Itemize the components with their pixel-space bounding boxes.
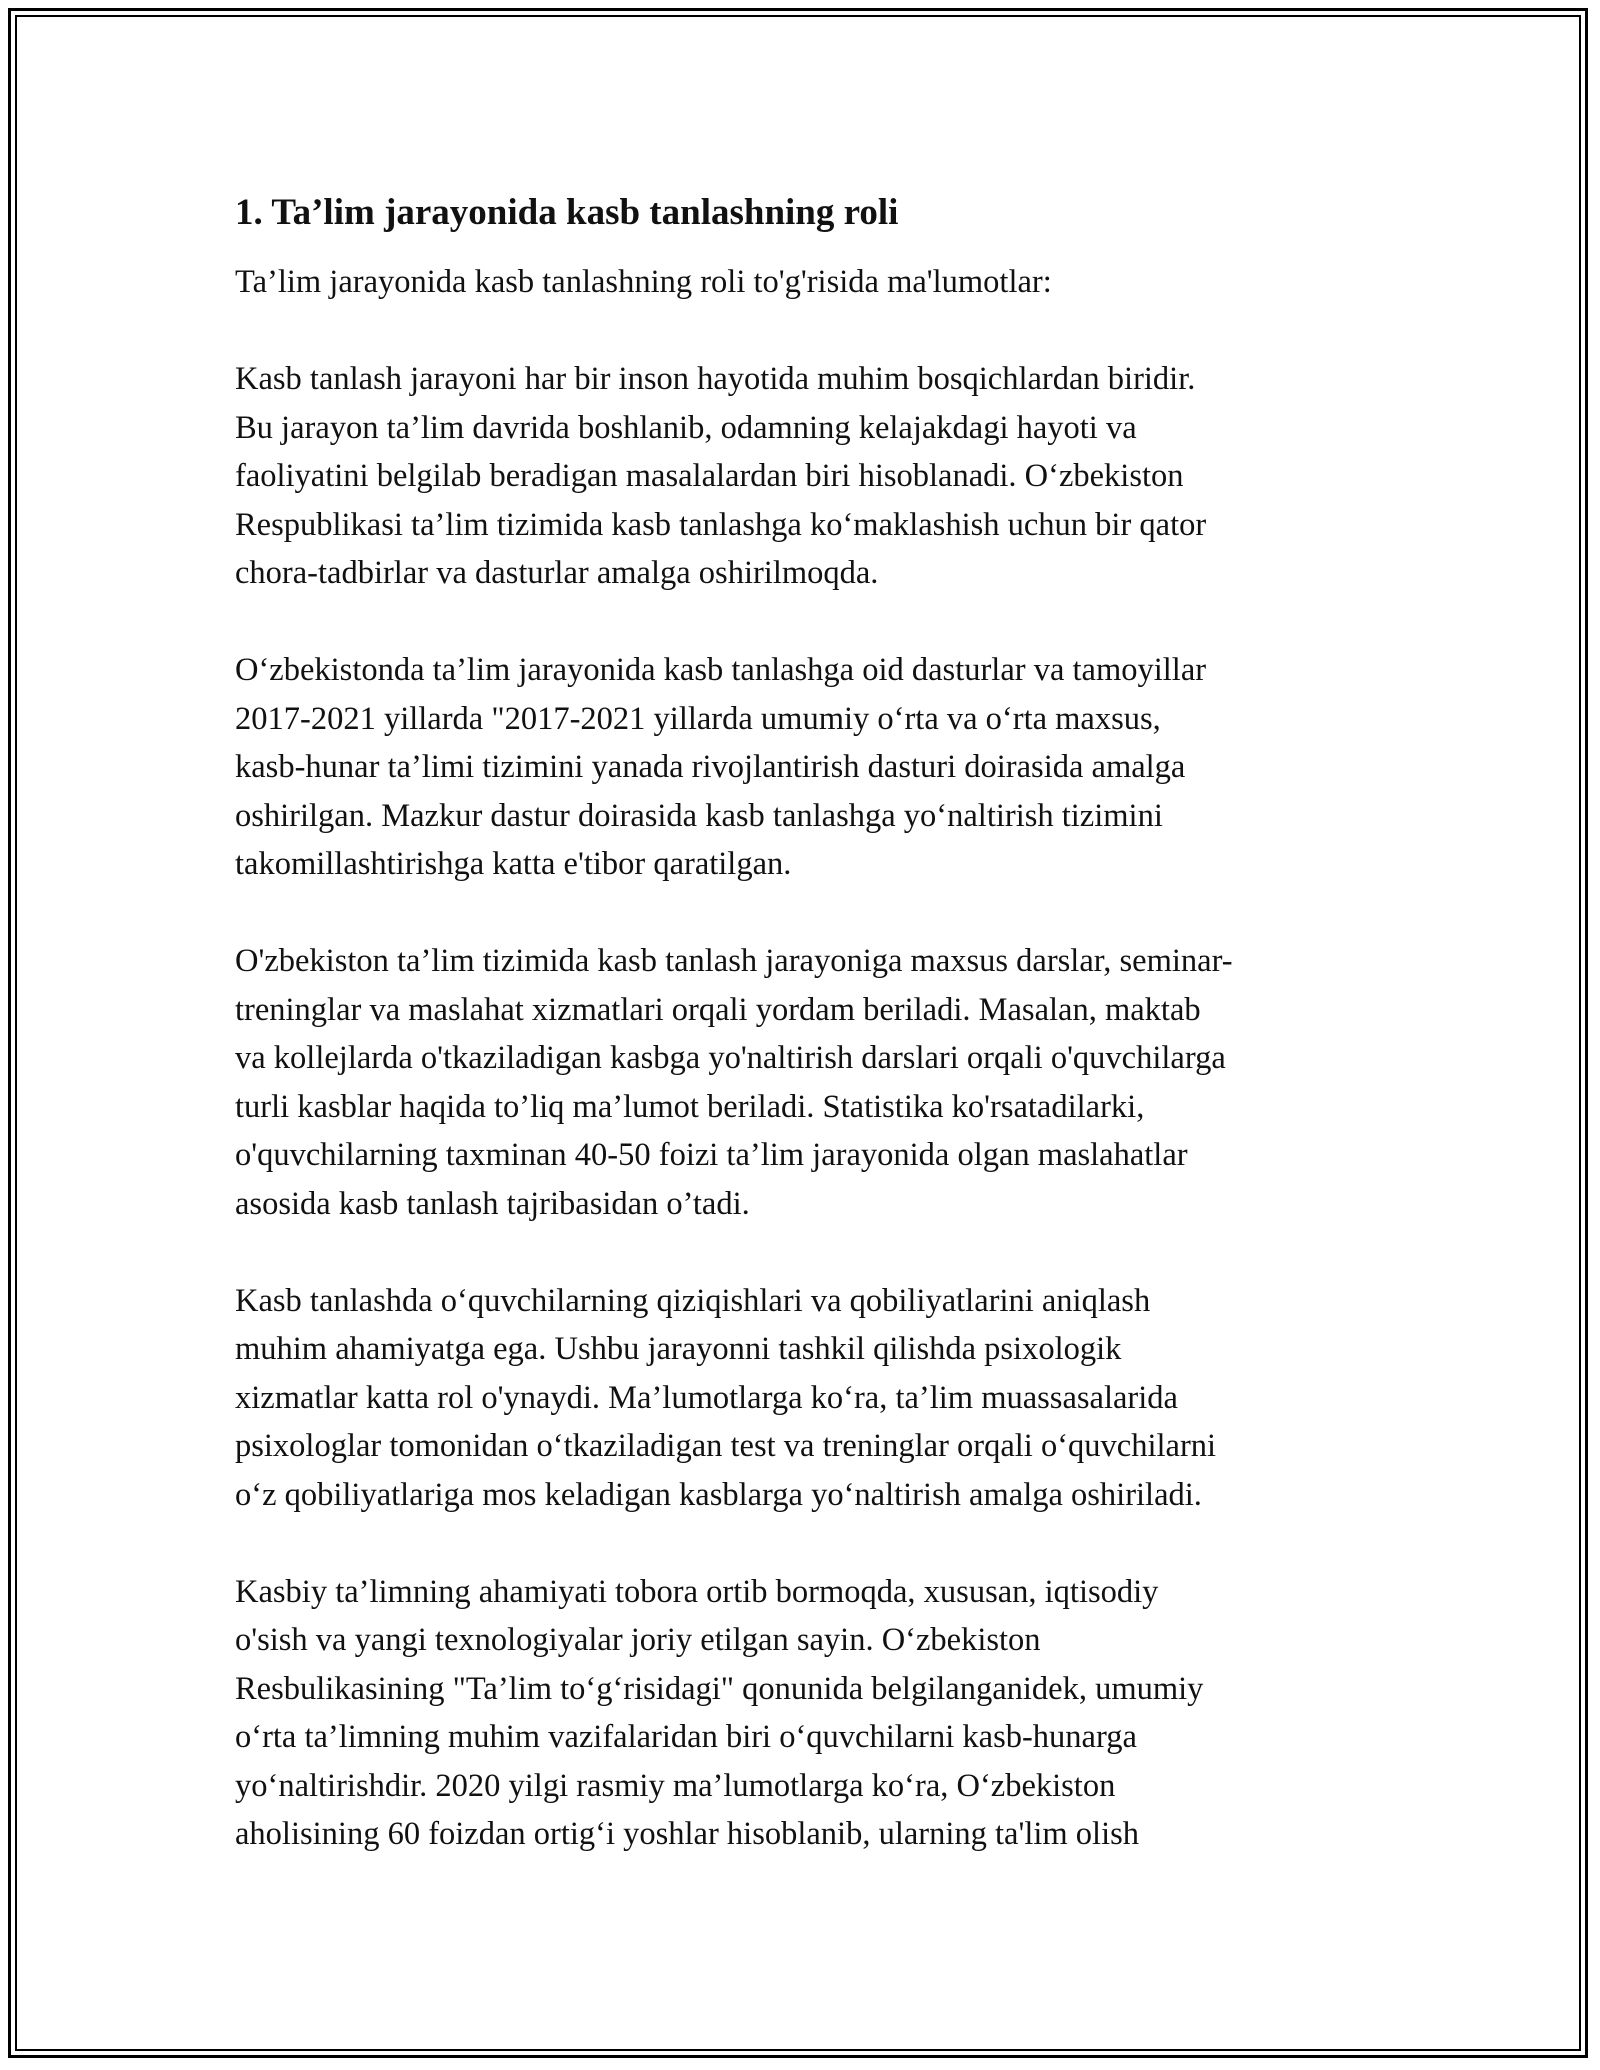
paragraph-line: o‘rta ta’limning muhim vazifalaridan biri o‘quvchilarni kasb-hunarga	[235, 1719, 1137, 1755]
paragraph-line: o‘z qobiliyatlariga mos keladigan kasblarga yo‘naltirish amalga oshiriladi.	[235, 1476, 1202, 1513]
paragraph-line: oshirilgan. Mazkur dastur doirasida kasb tanlashga yo‘naltirish tizimini	[235, 797, 1163, 834]
paragraph-line: Respublikasi ta’lim tizimida kasb tanlashga ko‘maklashish uchun bir qator	[235, 506, 1207, 543]
paragraph-line: faoliyatini belgilab beradigan masalalardan biri hisoblanadi. O‘zbekiston	[235, 458, 1184, 494]
paragraph-line: muhim ahamiyatga ega. Ushbu jarayonni tashkil qilishda psixologik	[235, 1331, 1122, 1367]
paragraph-line: aholisining 60 foizdan ortig‘i yoshlar hisoblanib, ularning ta'lim olish	[235, 1816, 1140, 1852]
paragraph-line: chora-tadbirlar va dasturlar amalga oshirilmoqda.	[235, 555, 879, 591]
paragraph	[235, 1277, 1365, 1520]
paragraph	[235, 1568, 1365, 1859]
document-body	[235, 188, 1365, 1907]
paragraph-line: takomillashtirishga katta e'tibor qaratilgan.	[235, 846, 792, 882]
intro-paragraph: Ta’lim jarayonida kasb tanlashning roli to'g'risida ma'lumotlar:	[235, 264, 1052, 300]
paragraph-line: asosida kasb tanlash tajribasidan o’tadi.	[235, 1185, 750, 1222]
paragraph-line: Kasb tanlashda o‘quvchilarning qiziqishlari va qobiliyatlarini aniqlash	[235, 1282, 1151, 1319]
paragraph-line: O'zbekiston ta’lim tizimida kasb tanlash jarayoniga maxsus darslar, seminar-	[235, 943, 1233, 979]
paragraph-line: O‘zbekistonda ta’lim jarayonida kasb tanlashga oid dasturlar va tamoyillar	[235, 652, 1207, 688]
paragraph	[235, 646, 1365, 889]
paragraph-line: kasb-hunar ta’limi tizimini yanada rivojlantirish dasturi doirasida amalga	[235, 749, 1186, 785]
paragraph-line: 2017-2021 yillarda "2017-2021 yillarda umumiy o‘rta va o‘rta maxsus,	[235, 700, 1161, 737]
paragraph-line: treninglar va maslahat xizmatlari orqali yordam beriladi. Masalan, maktab	[235, 991, 1201, 1028]
paragraph	[235, 355, 1365, 598]
paragraph-line: turli kasblar haqida to’liq ma’lumot beriladi. Statistika ko'rsatadilarki,	[235, 1088, 1145, 1125]
paragraph-line: psixologlar tomonidan o‘tkaziladigan test va treninglar orqali o‘quvchilarni	[235, 1428, 1217, 1464]
paragraph-line: xizmatlar katta rol o'ynaydi. Ma’lumotlarga ko‘ra, ta’lim muassasalarida	[235, 1379, 1178, 1416]
paragraph-line: o'sish va yangi texnologiyalar joriy etilgan sayin. O‘zbekiston	[235, 1622, 1041, 1658]
paragraph-line: Kasbiy ta’limning ahamiyati tobora ortib bormoqda, xususan, iqtisodiy	[235, 1573, 1159, 1610]
paragraph	[235, 937, 1365, 1228]
paragraph-line: Resbulikasining "Ta’lim to‘g‘risidagi" qonunida belgilanganidek, umumiy	[235, 1670, 1204, 1707]
paragraph-line: yo‘naltirishdir. 2020 yilgi rasmiy ma’lumotlarga ko‘ra, O‘zbekiston	[235, 1767, 1116, 1804]
section-heading: 1. Ta’lim jarayonida kasb tanlashning roli	[235, 192, 899, 233]
paragraph-line: o'quvchilarning taxminan 40-50 foizi ta’lim jarayonida olgan maslahatlar	[235, 1137, 1188, 1173]
paragraph-line: Bu jarayon ta’lim davrida boshlanib, odamning kelajakdagi hayoti va	[235, 409, 1137, 446]
paragraph-line: Kasb tanlash jarayoni har bir inson hayotida muhim bosqichlardan biridir.	[235, 361, 1196, 397]
paragraph-line: va kollejlarda o'tkaziladigan kasbga yo'naltirish darslari orqali o'quvchilarga	[235, 1040, 1226, 1076]
